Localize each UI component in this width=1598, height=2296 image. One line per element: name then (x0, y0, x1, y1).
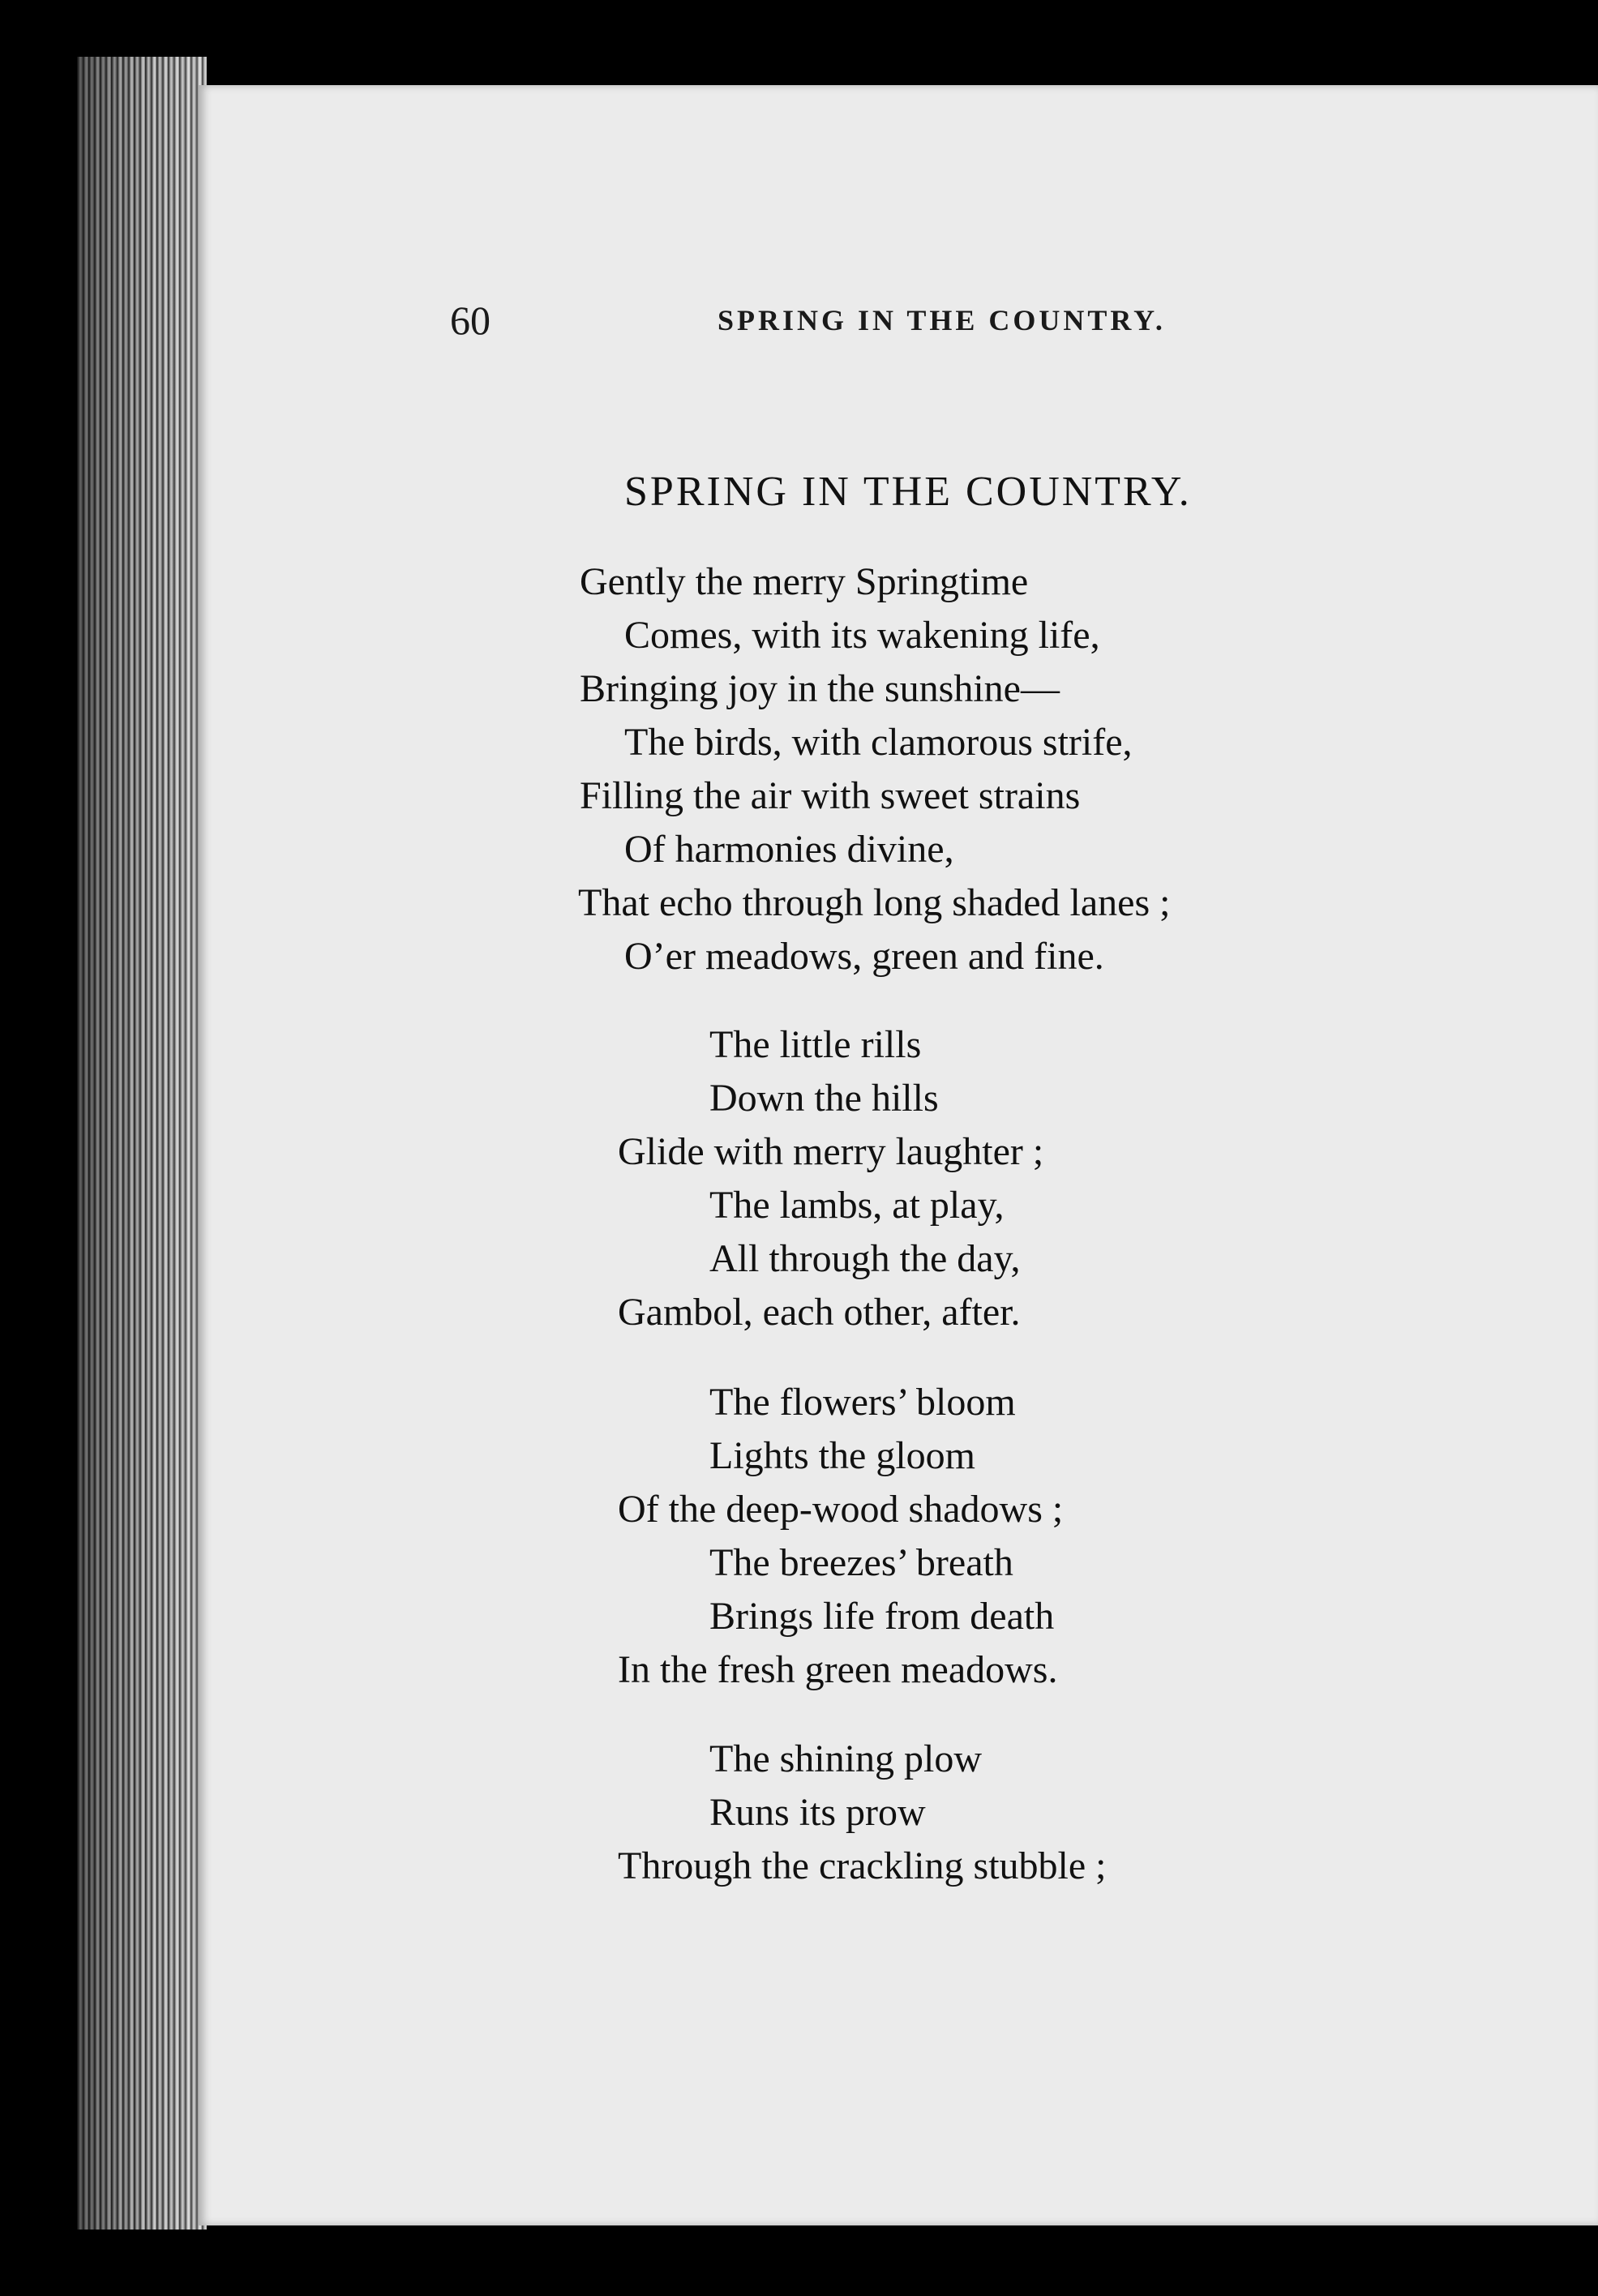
poem-line: Of the deep-wood shadows ; (618, 1488, 1064, 1531)
poem-line: The little rills (709, 1023, 922, 1066)
poem-line: The birds, with clamorous strife, (624, 721, 1133, 764)
poem-line: Through the crackling stubble ; (618, 1844, 1107, 1887)
poem-line: All through the day, (709, 1237, 1021, 1280)
running-title: SPRING IN THE COUNTRY. (718, 304, 1166, 336)
poem-line: Gambol, each other, after. (618, 1291, 1021, 1334)
poem-line: The lambs, at play, (709, 1184, 1005, 1227)
poem-line: Comes, with its wakening life, (624, 614, 1100, 657)
poem-line: Down the hills (709, 1077, 939, 1120)
poem-line: O’er meadows, green and fine. (624, 935, 1104, 978)
poem-line: The breezes’ breath (709, 1541, 1013, 1584)
poem-line: Gently the merry Springtime (580, 560, 1029, 603)
poem-line: The shining plow (709, 1737, 982, 1780)
poem-line: Lights the gloom (709, 1434, 975, 1477)
poem-line: Bringing joy in the sunshine— (580, 667, 1060, 710)
poem-line: Brings life from death (709, 1595, 1055, 1638)
poem-title: SPRING IN THE COUNTRY. (624, 469, 1192, 515)
poem-line: Runs its prow (709, 1791, 926, 1834)
poem-line: In the fresh green meadows. (618, 1648, 1058, 1691)
poem-line: Of harmonies divine, (624, 828, 954, 871)
page-edge-shadow (77, 57, 207, 2230)
poem-line: That echo through long shaded lanes ; (578, 881, 1171, 924)
running-head (450, 296, 1261, 345)
poem-line: Filling the air with sweet strains (580, 774, 1081, 817)
poem-line: Glide with merry laughter ; (618, 1130, 1044, 1173)
page-number: 60 (450, 298, 491, 343)
poem-line: The flowers’ bloom (709, 1381, 1016, 1424)
